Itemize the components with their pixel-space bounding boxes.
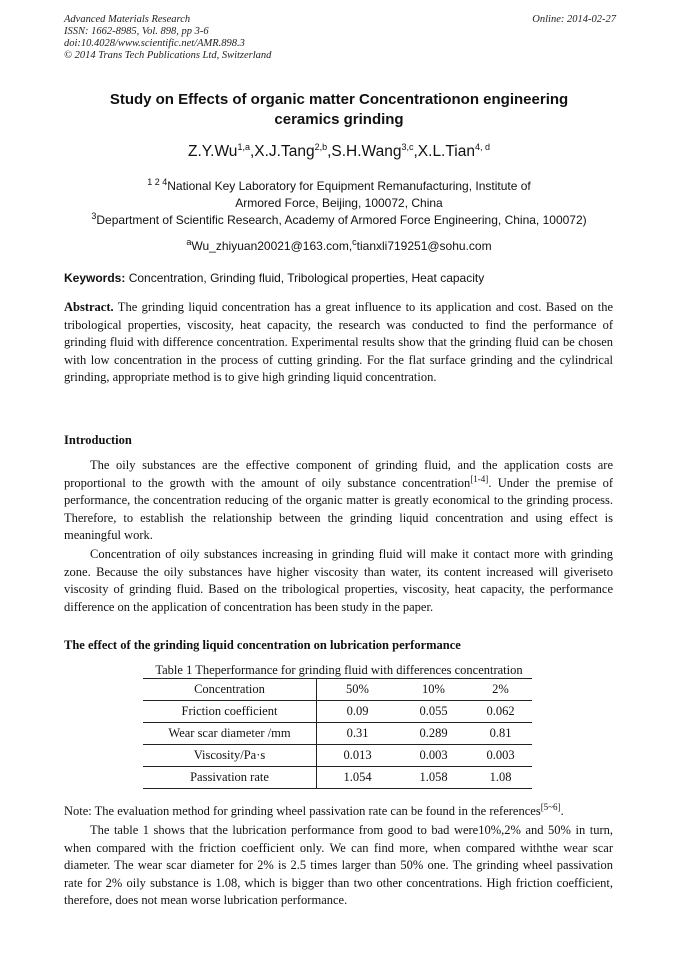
journal-issn: ISSN: 1662-8985, Vol. 898, pp 3-6: [64, 26, 209, 37]
table-cell: Friction coefficient: [143, 701, 317, 723]
table-cell: Wear scar diameter /mm: [143, 723, 317, 745]
affiliation-2: [64, 212, 614, 229]
abstract-text: The grinding liquid concentration has a great influence to its application and cost. Based on the tribological properties, viscosity, heat capacity, the research was conducted to find the performance of grinding fluid with difference concentration. Experimental results show that the grinding fluid can be chosen with low concentration in the process of cutting grinding. For the flat surface grinding and the cylindrical grinding, appropriate method is to give high grinding liquid concentration.: [64, 300, 613, 385]
author-name: X.L.Tian: [417, 143, 475, 160]
journal-header: [64, 14, 271, 62]
journal-copyright: © 2014 Trans Tech Publications Ltd, Switzerland: [64, 50, 272, 61]
table-cell: 1.058: [398, 767, 469, 789]
author-separator: ,: [413, 143, 418, 160]
title-line-1: Study on Effects of organic matter Concentrationon engineering: [109, 91, 569, 108]
online-date: Online: 2014-02-27: [532, 14, 616, 25]
email-sup: c: [352, 237, 357, 247]
note-text: Note: The evaluation method for grinding wheel passivation rate can be found in the references: [64, 804, 541, 818]
author-sup: 2,b: [314, 141, 328, 152]
affiliation-1: [64, 178, 614, 212]
citation: [5~6]: [540, 801, 561, 812]
table-cell: 0.013: [317, 745, 399, 767]
author-name: X.J.Tang: [254, 143, 315, 160]
table-cell: 1.08: [469, 767, 532, 789]
table-row: [143, 701, 532, 723]
affiliation-sup: 1 2 4: [147, 177, 168, 187]
table-row: [143, 767, 532, 789]
keywords-text: Concentration, Grinding fluid, Tribological properties, Heat capacity: [125, 271, 485, 285]
intro-paragraph-1: [64, 457, 613, 545]
table-header-row: [143, 679, 532, 701]
affiliation-line: Department of Scientific Research, Academy of Armored Force Engineering, China, 100072): [96, 213, 587, 227]
citation: [1-4]: [470, 473, 489, 484]
table-cell: 0.09: [317, 701, 399, 723]
affiliation-line: National Key Laboratory for Equipment Remanufacturing, Institute of: [167, 179, 531, 193]
author-name: S.H.Wang: [331, 143, 402, 160]
table-cell: 0.81: [469, 723, 532, 745]
email-line: [64, 238, 614, 255]
table-cell: 0.003: [398, 745, 469, 767]
affiliation-line: Armored Force, Beijing, 100072, China: [235, 196, 443, 210]
author-list: [64, 142, 614, 162]
paper-title: [64, 90, 614, 130]
author-sup: 3,c: [401, 141, 414, 152]
table-header-cell: Concentration: [143, 679, 317, 701]
intro-text: The oily substances are the effective component of grinding fluid, and the application costs are proportional to the growth with the amount of oily substance concentration: [64, 458, 613, 490]
abstract: [64, 299, 613, 387]
author-separator: ,: [327, 143, 332, 160]
keywords: [64, 270, 614, 286]
email-address: tianxli719251@sohu.com: [356, 239, 492, 253]
intro-paragraph-2: Concentration of oily substances increasing in grinding fluid will make it contact more with grinding zone. Because the oily substances have higher viscosity than water, its content increased will giveriseto viscosity of grinding fluid. Based on the tribological properties, viscosity, heat capacity, the performance difference on the application of concentration has been study in the paper.: [64, 547, 613, 614]
keywords-label: Keywords:: [64, 271, 126, 285]
body-paragraph-3: The table 1 shows that the lubrication performance from good to bad were10%,2% and 50% in turn, when compared with the friction coefficient only. We can find more, when compared withthe wear scar diameter. The wear scar diameter for 2% is 2.5 times larger than 50% one. The grinding wheel passivation rate for 2% oily substance is 1.08, which is bigger than two other concentrations. High friction coefficient, therefore, does not mean worse lubrication performance.: [64, 823, 613, 908]
abstract-label: Abstract.: [64, 300, 114, 314]
journal-name: Advanced Materials Research: [64, 14, 191, 25]
affiliation-sup: 3: [91, 211, 97, 221]
introduction-heading: Introduction: [64, 433, 132, 447]
table-cell: 0.062: [469, 701, 532, 723]
table-cell: 0.31: [317, 723, 399, 745]
table-cell: 0.289: [398, 723, 469, 745]
table-row: [143, 745, 532, 767]
author-name: Z.Y.Wu: [188, 143, 238, 160]
email-address: Wu_zhiyuan20021@163.com,: [191, 239, 353, 253]
author-sup: 4, d: [474, 141, 490, 152]
table-cell: Passivation rate: [143, 767, 317, 789]
email-sup: a: [186, 237, 192, 247]
author-sup: 1,a: [237, 141, 250, 152]
author-separator: ,: [249, 143, 255, 160]
table-note: [64, 803, 613, 821]
table-row: [143, 723, 532, 745]
note-end: .: [560, 804, 564, 818]
table-cell: Viscosity/Pa·s: [143, 745, 317, 767]
table-header-cell: 2%: [469, 679, 532, 701]
title-line-2: ceramics grinding: [274, 111, 404, 128]
section-heading: The effect of the grinding liquid concentration on lubrication performance: [64, 638, 461, 652]
intro-text: . Under the premise of performance, the concentration reducing of the organic matter is greatly economical to the grinding process. Therefore, to establish the relationship between the grinding liquid concentration and using effect is meaningful work.: [64, 475, 613, 543]
table-cell: 0.003: [469, 745, 532, 767]
table-header-cell: 10%: [398, 679, 469, 701]
table-caption: Table 1 Theperformance for grinding fluid with differences concentration: [155, 663, 523, 677]
journal-doi: doi:10.4028/www.scientific.net/AMR.898.3: [64, 38, 245, 49]
performance-table: [143, 678, 532, 789]
table-header-cell: 50%: [317, 679, 399, 701]
table-cell: 0.055: [398, 701, 469, 723]
table-cell: 1.054: [317, 767, 399, 789]
